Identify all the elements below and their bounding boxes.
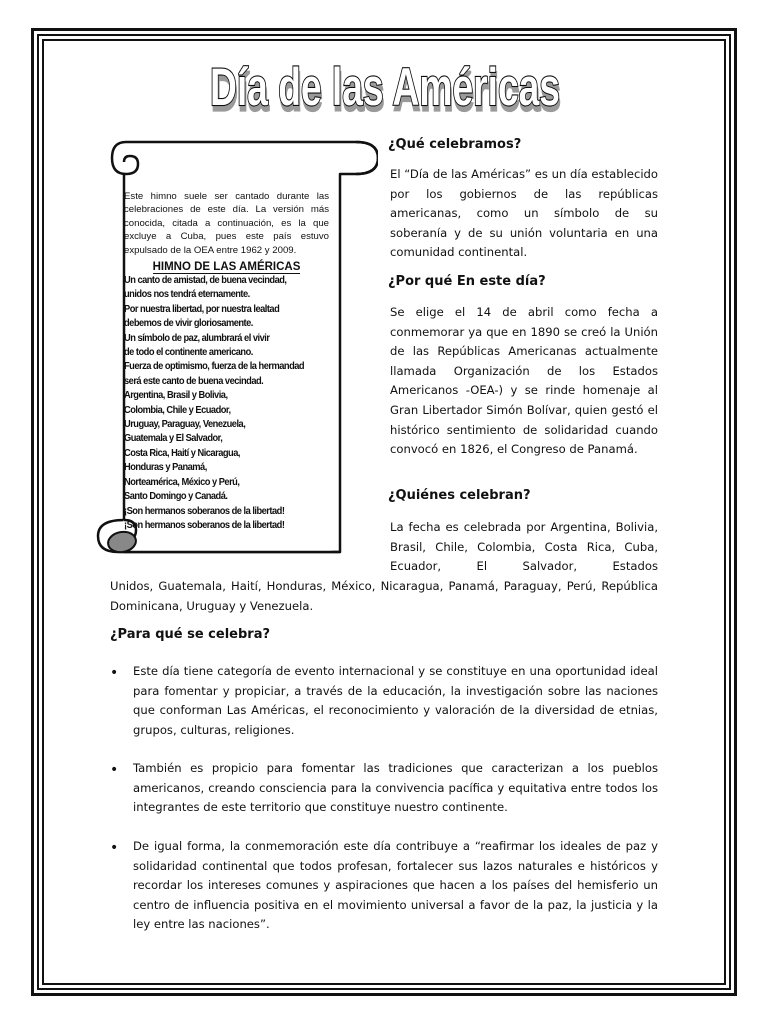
list-item-text: Este día tiene categoría de evento internacional y se constituye en una oportunidad ideal para fomentar y propiciar, a través de la educación, la investigación sobre las naciones que conforman Las Américas, el reconocimiento y valoración de la diversidad de etnias, grupos, culturas, religiones. [133,664,658,737]
paragraph-que-celebramos: El “Día de las Américas” es un día establecido por los gobiernos de las repúblicas americanas, como un símbolo de su soberanía y de su unión voluntaria en una comunidad continental. [390,167,658,260]
list-item-text: De igual forma, la conmemoración este día contribuye a “reafirmar los ideales de paz y solidaridad continental que todos profesan, fortalecer sus lazos naturales e históricos y recordar los intereses comunes y aspiraciones que hacen a los países del hemisferio un centro de influencia positiva en el movimiento universal a favor de la paz, la justicia y la ley entre las naciones”. [133,839,658,932]
hymn-line: ¡Son hermanos soberanos de la libertad! [124,505,285,517]
paragraph-quienes-part2: Unidos, Guatemala, Haití, Honduras, México, Nicaragua, Panamá, Paraguay, Perú, República Dominicana, Uruguay y Venezuela. [110,579,658,613]
svg-text:Día de las Américas: Día de las Américas [210,57,561,117]
hymn-line: Guatemala y El Salvador, [124,433,223,445]
hymn-line: Colombia, Chile y Ecuador, [124,404,231,416]
hymn-line: Fuerza de optimismo, fuerza de la hermandad [124,361,305,373]
paragraph-quienes-part1: La fecha es celebrada por Argentina, Bolivia, Brasil, Chile, Colombia, Costa Rica, Cuba, Ecuador, El Salvador, Estados [390,520,658,574]
hymn-line: Honduras y Panamá, [124,462,207,474]
bullet-icon: • [110,840,119,856]
paragraph-por-que: Se elige el 14 de abril como fecha a conmemorar ya que en 1890 se creó la Unión de las Repúblicas Americanas actualmente llamada Organización de los Estados Americanos -OEA-) y se rinde homenaje al Gran Libertador Simón Bolívar, quien gestó el histórico sentimiento de solidaridad cuando convocó en 1826, el Congreso de Panamá. [390,305,658,457]
hymn-line: Un símbolo de paz, alumbrará el vivir [124,332,270,344]
hymn-title: HIMNO DE LAS AMÉRICAS [152,261,301,273]
bullet-icon: • [110,665,119,681]
heading-quienes-celebran: ¿Quiénes celebran? [388,488,531,503]
heading-que-celebramos: ¿Qué celebramos? [388,137,522,152]
hymn-line: Uruguay, Paraguay, Venezuela, [124,419,246,431]
hymn-intro: Este himno suele ser cantado durante las celebraciones de este día. La versión más conocida, citada a continuación, es la que excluye a Cuba, pues este país estuvo expulsado de la OEA entre 1962 y 2009. [124,190,329,256]
hymn-line: será este canto de buena vecindad. [124,375,264,387]
heading-para-que: ¿Para qué se celebra? [110,627,271,642]
hymn-lyrics [124,274,319,533]
page-title [0,40,768,120]
list-item-text: También es propicio para fomentar las tradiciones que caracterizan a los pueblos americanos, creando consciencia para la convivencia pacífica y equitativa entre todos los integrantes de este territorio que constituye nuestro continente. [133,761,658,815]
hymn-line: unidos nos tendrá eternamente. [124,289,250,301]
hymn-line: Santo Domingo y Canadá. [124,491,228,503]
hymn-line: Costa Rica, Haití y Nicaragua, [124,447,240,459]
bullet-icon: • [110,762,119,778]
hymn-line: de todo el continente americano. [124,347,253,359]
hymn-line: ¡Son hermanos soberanos de la libertad! [124,519,285,531]
heading-por-que: ¿Por qué En este día? [388,274,546,289]
hymn-line: Norteamérica, México y Perú, [124,476,240,488]
hymn-line: debemos de vivir gloriosamente. [124,318,253,330]
hymn-line: Un canto de amistad, de buena vecindad, [124,275,287,286]
hymn-line: Por nuestra libertad, por nuestra lealtad [124,303,280,315]
hymn-line: Argentina, Brasil y Bolivia, [124,390,228,402]
